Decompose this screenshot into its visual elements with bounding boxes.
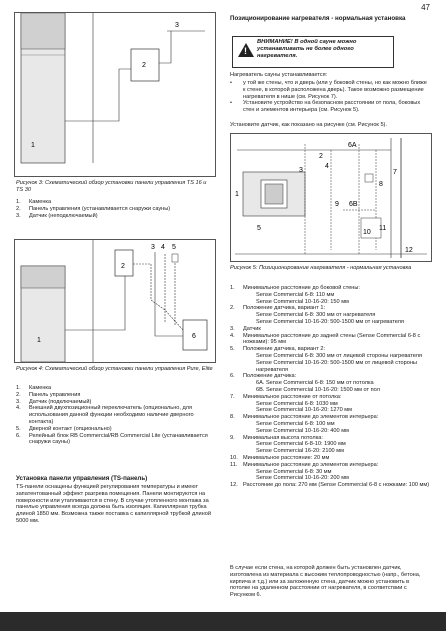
fig5-label-6a: 6A [348,142,357,149]
figure-3-caption: Рисунок 3: Схематический обзор установки панели управления TS 16 и TS 30 [16,180,207,193]
figure-4-legend [16,385,216,446]
list-subitem: Sense Commercial 10-16-20: 1270 мм [256,407,352,414]
list-item: 5. Дверной контакт (опционально) [16,425,112,432]
list-item: 9. Минимальная высота потолка: Sense Commercial 6-8-10: 1900 мм Sense Commercial 16-20: 2100 мм [230,435,435,455]
fig4-label-6: 6 [192,333,196,340]
page-number: 47 [421,3,430,12]
fig5-label-11: 11 [379,225,387,232]
fig4-label-4: 4 [161,244,165,251]
warning-text: ВНИМАНИЕ! В одной сауне можно устанавливать не более одного нагревателя. [257,39,357,60]
fig5-label-3: 3 [299,167,303,174]
section-heading: Позиционирование нагревателя - нормальная установка [230,15,406,22]
list-item: 2. Панель управления (устанавливается снаружи сауны) [16,205,171,212]
list-subitem: 6A. Sense Commercial 6-8: 150 мм от потолка [256,380,374,387]
page-footer-bar [0,612,446,631]
figure-5-drawing [231,134,431,261]
list-subitem: Sense Commercial 6-8: 100 мм [256,420,335,427]
fig5-label-1: 1 [235,191,239,198]
list-subitem: Sense Commercial 6-8: 1030 мм [256,400,338,407]
figure-4-drawing [15,240,215,362]
list-item: • Установите устройство на безопасном расстоянии от пола, боковых стен и элементов интерьера (см. Рисунок 5). [230,100,421,114]
list-item: 4. Внешний двухпозиционный переключатель (опционально, для использования данной функции необходимо наличие дверного контакта) [16,405,194,425]
list-item: • у той же стены, что и дверь (или у боковой стены, но как можно ближе к стене, в которой расположена дверь). Такое возможно размещение нагревателя в нише (см. Рисунок 7). [230,80,427,100]
fig4-label-2: 2 [121,263,125,270]
figure-5 [230,133,432,262]
placement-bullets [230,80,430,114]
list-item: 1. Каменка [16,385,52,391]
figure-3-legend [16,199,216,219]
fig5-label-9: 9 [335,201,339,208]
list-item: 11. Минимальное расстояние до элементов интерьера: Sense Commercial 6-8: 30 мм Sense Commercial 10-16-20: 200 мм [230,462,435,482]
list-subitem: Sense Commercial 6-8-10: 1900 мм [256,441,346,448]
list-item: 6. Положение датчика: 6A. Sense Commercial 6-8: 150 мм от потолка 6B. Sense Commercial 10-16-20: 1500 мм от пол [230,373,435,393]
figure-3 [14,12,216,177]
warning-box [232,36,394,68]
ts-panel-text: TS-панели оснащены функцией регулирования температуры и имеют запатентованный эффект разгрева помещения. Панели монтируются на поверхности или утапливаются в стену. В случае утопленного монтажа за панелью управления всегда должна быть изоляция. Капиллярная трубка длиной 1850 мм. Возможна также поставка с капиллярной трубкой длиной 5000 мм. [16,484,211,524]
fig5-label-10: 10 [363,229,371,236]
fig5-label-12: 12 [405,247,413,254]
list-subitem: Sense Commercial 6-8: 300 мм от лицевой стороны нагревателя [256,352,422,359]
list-subitem: Sense Commercial 10-16-20: 500-1500 мм от нагревателя [256,318,404,325]
figure-4 [14,239,216,363]
list-subitem: Sense Commercial 16-20: 2100 мм [256,448,344,455]
fig5-label-2: 2 [319,153,323,160]
list-item: 8. Минимальное расстояние до элементов интерьера: Sense Commercial 6-8: 100 мм Sense Commercial 10-16-20: 400 мм [230,414,435,434]
list-subitem: Sense Commercial 10-16-20: 400 мм [256,427,349,434]
list-subitem: Sense Commercial 10-16-20: 200 мм [256,475,349,482]
list-item: 12. Расстояние до пола: 270 мм (Sense Commercial 6-8 с ножками: 100 мм) [230,482,430,489]
sensor-note: Установите датчик, как показано на рисунке (см. Рисунок 5). [230,122,387,128]
list-subitem: Sense Commercial 6-8: 110 мм [256,291,335,298]
fig5-label-6b: 6B [349,201,358,208]
distance-specs-list [230,285,435,489]
fig4-label-3: 3 [151,244,155,251]
list-item: 3. Датчик (подключаемый) [16,398,92,405]
warning-icon: ! [238,43,254,57]
fig5-label-7: 7 [393,169,397,176]
figure-5-caption: Рисунок 5: Позиционирование нагревателя - нормальная установка [230,265,412,271]
list-item: 1. Каменка [16,199,52,205]
intro-text: Нагреватель сауны устанавливается: [230,72,328,78]
list-subitem: Sense Commercial 10-16-20: 150 мм [256,298,349,305]
fig5-label-5: 5 [257,225,261,232]
list-item: 2. Положение датчика, вариант 1: Sense Commercial 6-8: 300 мм от нагревателя Sense Commercial 10-16-20: 500-1500 мм от нагревателя [230,305,435,325]
list-item: 7. Минимальное расстояние от потолка: Sense Commercial 6-8: 1030 мм Sense Commercial 10-16-20: 1270 мм [230,394,435,414]
fig3-label-1: 1 [31,142,35,149]
fig4-label-1: 1 [37,337,41,344]
final-note: В случае если стена, на которой должен быть установлен датчик, изготовлена из материала с высоким теплопроводностью (напр., бетона, кирпича и т.д.) или за заложенную стена, датчик можно установить в потолке на удаленном расстоянии от нагревателя, в соответствии с Рисунком 6. [230,565,421,599]
fig5-label-8: 8 [379,181,383,188]
fig3-label-2: 2 [142,62,146,69]
list-item: 3. Датчик (неподключаемый) [16,212,98,219]
figure-3-drawing [15,13,215,176]
fig5-label-4: 4 [325,163,329,170]
fig3-label-3: 3 [175,22,179,29]
list-item: 6. Релейный блок RB Commercial/RB Commercial Lite (устанавливается снаружи сауны) [16,432,208,446]
list-item: 1. Минимальное расстояние до боковой стены: Sense Commercial 6-8: 110 мм Sense Commercial 10-16-20: 150 мм [230,285,435,305]
list-item: 2. Панель управления [16,391,81,398]
list-item: 3. Датчик [230,325,261,332]
list-item: 4. Минимальное расстояние до задней стены (Sense Commercial 6-8 с ножками): 95 мм [230,332,421,346]
list-item: 10. Минимальное расстояние: 20 мм [230,454,330,461]
ts-panel-heading: Установка панели управления (TS-панель) [16,475,148,482]
list-subitem: Sense Commercial 10-16-20: 500-1500 мм от лицевой стороны нагревателя [256,359,417,373]
fig4-label-5: 5 [172,244,176,251]
list-item: 5. Положение датчика, вариант 2: Sense Commercial 6-8: 300 мм от лицевой стороны нагревателя Sense Commercial 10-16-20: 500-1500 мм от лицевой стороны нагревателя [230,346,435,373]
list-subitem: 6B. Sense Commercial 10-16-20: 1500 мм от пол [256,386,380,393]
figure-4-caption: Рисунок 4: Схематический обзор установки панели управления Pure, Elite [16,366,213,372]
list-subitem: Sense Commercial 6-8: 300 мм от нагревателя [256,312,376,319]
list-subitem: Sense Commercial 6-8: 30 мм [256,468,332,475]
